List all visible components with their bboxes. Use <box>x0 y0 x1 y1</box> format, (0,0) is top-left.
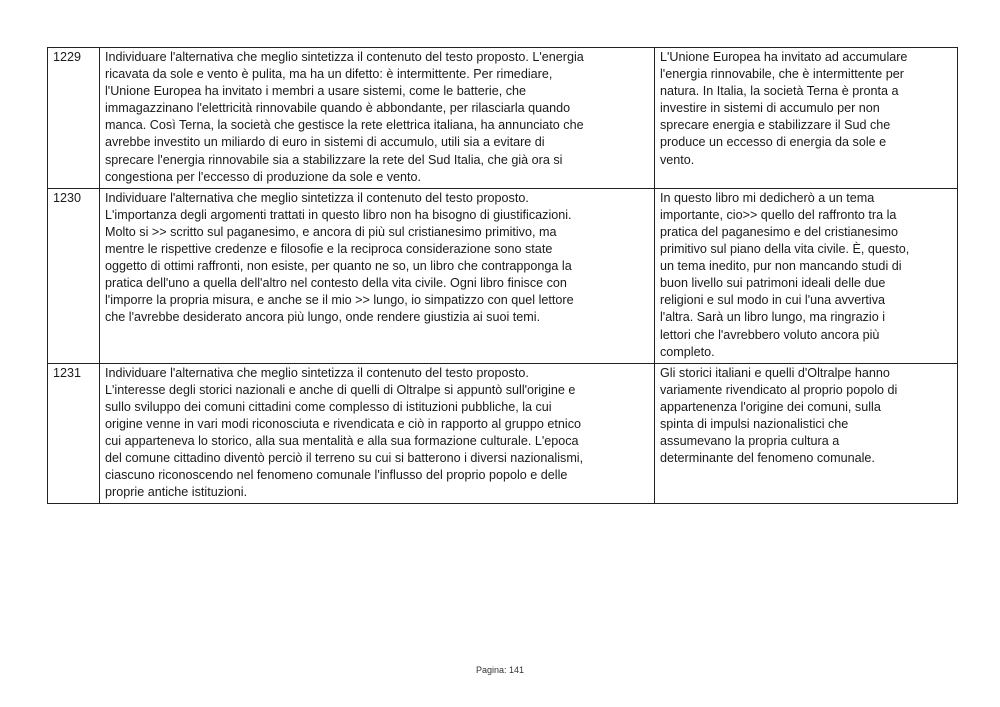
question-number: 1231 <box>48 363 100 504</box>
table-row <box>48 188 958 363</box>
question-line: Individuare l'alternativa che meglio sintetizza il contenuto del testo proposto. <box>105 190 529 205</box>
answer-line: lettori che l'avrebbero voluto ancora più <box>660 327 880 342</box>
question-line: sprecare l'energia rinnovabile sia a stabilizzare la rete del Sud Italia, che già ora si <box>105 152 563 167</box>
answer-line: spinta di impulsi nazionalistici che <box>660 416 849 431</box>
question-line: avrebbe investito un miliardo di euro in sistemi di accumulo, utili sia a evitare di <box>105 135 545 150</box>
answer-line: un tema inedito, pur non mancando studi di <box>660 259 902 274</box>
question-line: Individuare l'alternativa che meglio sintetizza il contenuto del testo proposto. L'energia <box>105 50 584 64</box>
question-text <box>100 363 655 504</box>
answer-text <box>655 48 958 189</box>
question-line: oggetto di ottimi raffronti, non esiste, per quanto ne so, un libro che contrapponga la <box>105 259 572 274</box>
answer-line: appartenenza l'origine dei comuni, sulla <box>660 399 881 414</box>
table-row <box>48 48 958 189</box>
question-number: 1229 <box>48 48 100 189</box>
question-text <box>100 48 655 189</box>
answer-line: L'Unione Europea ha invitato ad accumulare <box>660 50 908 64</box>
question-line: proprie antiche istituzioni. <box>105 485 248 500</box>
question-line: sullo sviluppo dei comuni cittadini come complesso di istituzioni pubbliche, la cui <box>105 399 552 414</box>
answer-line: l'altra. Sarà un libro lungo, ma ringrazio i <box>660 310 886 325</box>
answer-line: importante, cio>> quello del raffronto tra la <box>660 207 897 222</box>
question-line: ciascuno riconoscendo nel fenomeno comunale l'influsso del proprio popolo e delle <box>105 468 568 483</box>
question-line: Molto si >> scritto sul paganesimo, e ancora di più sul cristianesimo primitivo, ma <box>105 224 557 239</box>
answer-line: pratica del paganesimo e del cristianesimo <box>660 224 899 239</box>
answer-line: completo. <box>660 344 715 359</box>
answer-line: determinante del fenomeno comunale. <box>660 451 875 466</box>
answer-line: investire in sistemi di accumulo per non <box>660 101 880 116</box>
questions-table <box>47 47 958 504</box>
question-line: che l'avrebbe desiderato ancora più lungo, onde rendere giustizia ai suoi temi. <box>105 310 541 325</box>
question-line: mentre le rispettive credenze e filosofie e la reciproca considerazione sono state <box>105 242 553 257</box>
answer-line: In questo libro mi dedicherò a un tema <box>660 190 875 205</box>
question-line: del comune cittadino diventò perciò il terreno su cui si batterono i diversi nazionalismi, <box>105 451 584 466</box>
answer-line: variamente rivendicato al proprio popolo di <box>660 382 898 397</box>
answer-line: vento. <box>660 152 695 167</box>
answer-line: assumevano la propria cultura a <box>660 434 840 449</box>
page-footer <box>0 665 1000 675</box>
answer-text <box>655 188 958 363</box>
answer-line: religioni e sul modo in cui l'una avvertiva <box>660 293 886 308</box>
question-line: L'interesse degli storici nazionali e anche di quelli di Oltralpe si appuntò sull'origine e <box>105 382 576 397</box>
answer-line: buon livello sui patrimoni ideali delle due <box>660 276 886 291</box>
question-line: manca. Così Terna, la società che gestisce la rete elettrica italiana, ha annunciato che <box>105 118 584 133</box>
answer-line: produce un eccesso di energia da sole e <box>660 135 887 150</box>
question-line: pratica dell'uno a quella dell'altro nel contesto della vita civile. Ogni libro finisce con <box>105 276 567 291</box>
answer-text <box>655 363 958 504</box>
question-line: l'imporre la propria misura, e anche se il mio >> lungo, io simpatizzo con quel lettore <box>105 293 574 308</box>
question-line: immagazzinano l'elettricità rinnovabile quando è abbondante, per rilasciarla quando <box>105 101 571 116</box>
question-line: origine venne in vari modi riconosciuta e rivendicata e ciò in rapporto al gruppo etnico <box>105 416 582 431</box>
answer-line: Gli storici italiani e quelli d'Oltralpe hanno <box>660 365 890 380</box>
question-line: ricavata da sole e vento è pulita, ma ha un difetto: è intermittente. Per rimediare, <box>105 67 553 82</box>
answer-line: primitivo sul piano della vita civile. È, questo, <box>660 242 910 257</box>
question-line: congestiona per l'eccesso di produzione da sole e vento. <box>105 169 422 184</box>
question-line: Individuare l'alternativa che meglio sintetizza il contenuto del testo proposto. <box>105 365 529 380</box>
table-row <box>48 363 958 504</box>
question-line: l'Unione Europea ha invitato i membri a usare sistemi, come le batterie, che <box>105 84 526 99</box>
page-number: Pagina: 141 <box>475 665 525 675</box>
question-line: cui apparteneva lo storico, alla sua mentalità e alla sua formazione culturale. L'epoca <box>105 434 579 449</box>
answer-line: natura. In Italia, la società Terna è pronta a <box>660 84 899 99</box>
question-line: L'importanza degli argomenti trattati in questo libro non ha bisogno di giustificazioni. <box>105 207 572 222</box>
question-number: 1230 <box>48 188 100 363</box>
answer-line: l'energia rinnovabile, che è intermittente per <box>660 67 904 82</box>
answer-line: sprecare energia e stabilizzare il Sud che <box>660 118 891 133</box>
question-text <box>100 188 655 363</box>
